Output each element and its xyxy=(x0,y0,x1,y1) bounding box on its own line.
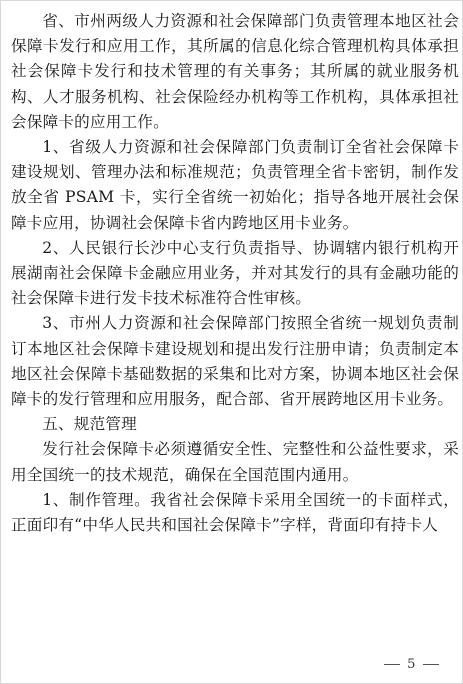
document-body xyxy=(11,9,459,538)
paragraph-city-department: 3、市州人力资源和社会保障部门按照全省统一规划负责制订本地区社会保障卡建设规划和提出发行注册申请；负责制定本地区社会保障卡基础数据的采集和比对方案，协调本地区社会保障卡的发行管理和应用服务，配合部、省开展跨地区用卡业务。 xyxy=(11,314,459,409)
paragraph-issuance-requirements: 发行社会保障卡必须遵循安全性、完整性和公益性要求，采用全国统一的技术规范，确保在全国范围内通用。 xyxy=(11,440,459,484)
section-heading-standard-management: 五、规范管理 xyxy=(42,415,137,434)
paragraph-provincial-department: 1、省级人力资源和社会保障部门负责制订全省社会保障卡建设规划、管理办法和标准规范；负责管理全省卡密钥，制作发放全省 PSAM 卡，实行全省统一初始化；指导各地开展社会保障卡应用，协调社会保障卡省内跨地区用卡业务。 xyxy=(11,138,459,232)
paragraph-production-management: 1、制作管理。我省社会保障卡采用全国统一的卡面样式，正面印有“中华人民共和国社会保障卡”字样，背面印有持卡人 xyxy=(11,490,459,535)
page-number-dash-right xyxy=(423,664,439,665)
page-number xyxy=(381,657,442,672)
page-number-value: 5 xyxy=(407,657,416,672)
paragraph-management-responsibility: 省、市州两级人力资源和社会保障部门负责管理本地区社会保障卡发行和应用工作，其所属的信息化综合管理机构具体承担社会保障卡发行和技术管理的有关事务；其所属的就业服务机构、人才服务机构、社会保险经办机构等工作机构，具体承担社会保障卡的应用工作。 xyxy=(11,12,459,131)
page-number-dash-left xyxy=(384,664,400,665)
paragraph-peoples-bank: 2、人民银行长沙中心支行负责指导、协调辖内银行机构开展湖南社会保障卡金融应用业务，并对其发行的具有金融功能的社会保障卡进行发卡技术标准符合性审核。 xyxy=(11,238,459,308)
